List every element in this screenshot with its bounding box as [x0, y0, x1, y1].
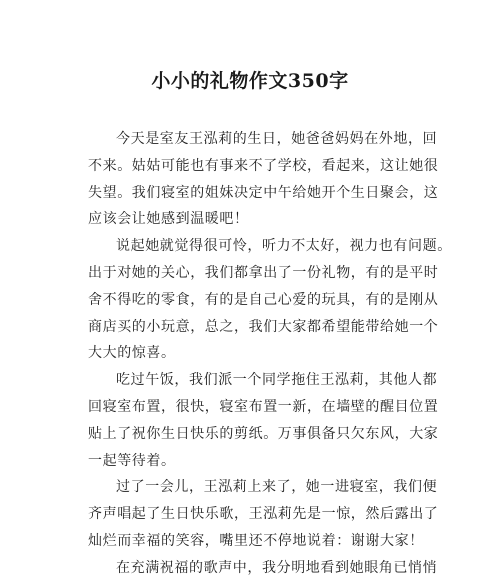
- paragraph-3: [88, 367, 439, 474]
- text-line: 吃过午饭，我们派一个同学拖住王泓莉，其他人都: [116, 372, 438, 389]
- text-line: 说起她就觉得很可怜，听力不太好，视力也有问题。: [116, 238, 452, 255]
- paragraph-4: [88, 474, 439, 554]
- text-line: 不来。姑姑可能也有事来不了学校，看起来，这让她很: [88, 157, 439, 174]
- text-line: 在充满祝福的歌声中，我分明地看到她眼角已悄悄: [116, 559, 438, 576]
- text-line: 过了一会儿，王泓莉上来了，她一进寝室，我们便: [116, 479, 438, 496]
- paragraph-1: [88, 126, 439, 233]
- text-line: 失望。我们寝室的姐妹决定中午给她开个生日聚会，这: [88, 184, 439, 201]
- text-line: 灿烂而幸福的笑容，嘴里还不停地说着：谢谢大家！: [88, 532, 424, 549]
- text-line: 今天是室友王泓莉的生日，她爸爸妈妈在外地，回: [116, 131, 438, 147]
- text-line: 贴上了祝你生日快乐的剪纸。万事俱备只欠东风，大家: [88, 425, 439, 442]
- paragraph-2: [88, 233, 452, 367]
- text-line: 齐声唱起了生日快乐歌，王泓莉先是一惊，然后露出了: [88, 506, 439, 523]
- text-line: 商店买的小玩意，总之，我们大家都希望能带给她一个: [88, 318, 439, 335]
- text-line: 一起等待着。: [88, 452, 176, 469]
- document-body: [88, 126, 452, 582]
- document-title: 小小的礼物作文350字: [151, 70, 349, 92]
- text-line: 应该会让她感到温暖吧！: [88, 211, 249, 228]
- paragraph-5: [88, 555, 438, 582]
- text-line: 出于对她的关心，我们都拿出了一份礼物，有的是平时: [88, 264, 439, 281]
- text-line: 舍不得吃的零食，有的是自己心爱的玩具，有的是刚从: [88, 291, 439, 308]
- text-line: 大大的惊喜。: [88, 345, 176, 362]
- text-line: 回寝室布置，很快，寝室布置一新，在墙壁的醒目位置: [88, 398, 439, 415]
